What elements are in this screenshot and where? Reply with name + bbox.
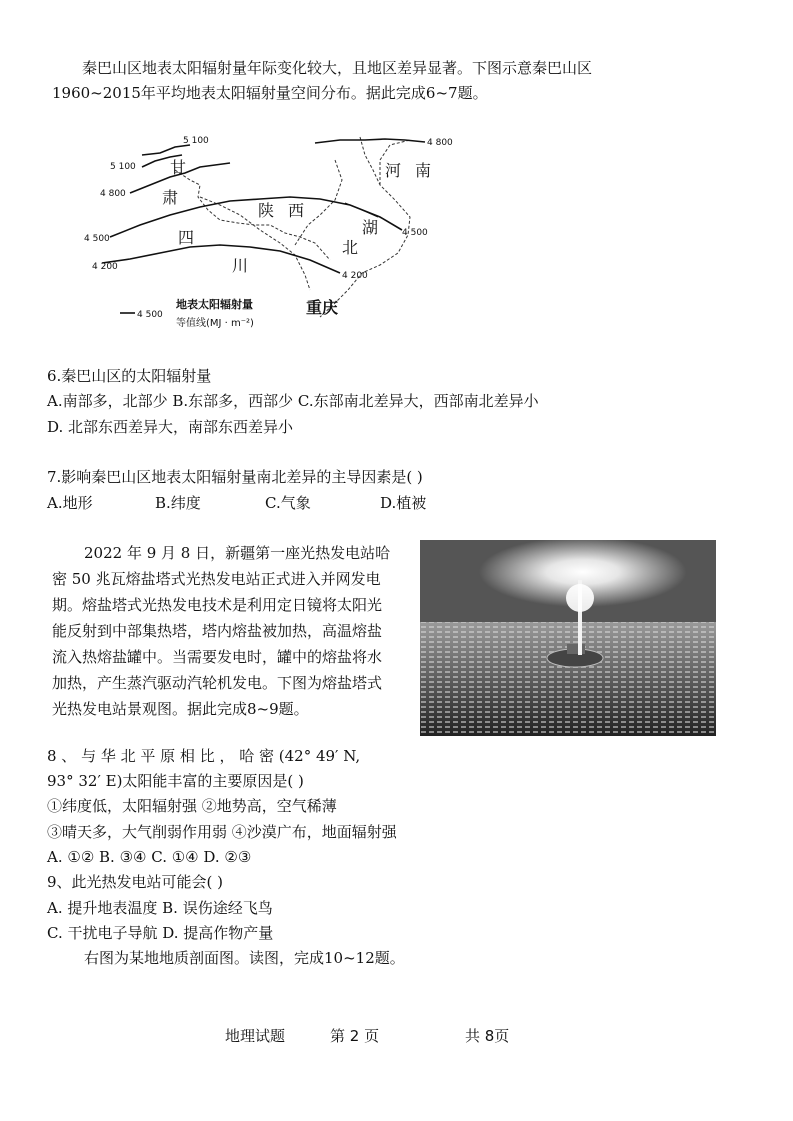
footer-total-pages: 共 8页 [465, 1027, 510, 1045]
legend-title: 地表太阳辐射量 [176, 298, 253, 311]
solar-radiation-isoline-map [80, 125, 453, 340]
q9-options-cd: C. 干扰电子导航 D. 提高作物产量 [47, 924, 274, 942]
region-henan: 河 [385, 161, 402, 180]
passage-line: 能反射到中部集热塔，塔内熔盐被加热，高温熔盐 [52, 622, 383, 640]
isoline-5100a [142, 145, 190, 155]
isoline-label: 4 500 [84, 234, 110, 244]
passage-line: 光热发电站景观图。据此完成8~9题。 [52, 700, 309, 718]
isoline-4200-link [345, 203, 378, 217]
region-shaanxi: 陕 [258, 201, 275, 220]
q8-statements-1: ①纬度低，太阳辐射强 ②地势高，空气稀薄 [47, 797, 337, 815]
isoline-label: 5 100 [110, 162, 136, 172]
intro-line-2: 1960~2015年平均地表太阳辐射量空间分布。据此完成6~7题。 [52, 84, 488, 102]
q6-stem: 6.秦巴山区的太阳辐射量 [47, 367, 212, 385]
passage-line: 2022 年 9 月 8 日，新疆第一座光热发电站哈 [84, 544, 391, 562]
isoline-label: 5 100 [183, 136, 209, 146]
region-chongqing: 重庆 [306, 298, 339, 317]
region-sichuan: 川 [232, 256, 249, 275]
region-sichuan: 四 [178, 228, 195, 247]
q7-stem: 7.影响秦巴山区地表太阳辐射量南北差异的主导因素是( ) [47, 468, 423, 486]
region-gansu: 甘 [170, 158, 187, 177]
region-gansu: 肃 [162, 188, 179, 207]
next-section-intro: 右图为某地地质剖面图。读图，完成10~12题。 [84, 949, 405, 967]
region-henan: 南 [415, 161, 432, 180]
intro-line-1: 秦巴山区地表太阳辐射量年际变化较大，且地区差异显著。下图示意秦巴山区 [82, 59, 593, 77]
region-shaanxi: 西 [288, 201, 305, 220]
q8-options: A. ①② B. ③④ C. ①④ D. ②③ [47, 848, 252, 866]
passage-line: 流入热熔盐罐中。当需要发电时，罐中的熔盐将水 [52, 648, 383, 666]
q7-option-c: C.气象 [265, 494, 311, 512]
q8-stem-1: 8 、 与 华 北 平 原 相 比 ， 哈 密 (42° 49′ N, [47, 747, 361, 765]
q6-options-abc: A.南部多，北部少 B.东部多，西部少 C.东部南北差异大，西部南北差异小 [47, 392, 539, 410]
isoline-label: 4 200 [342, 271, 368, 281]
q8-statements-2: ③晴天多，大气削弱作用弱 ④沙漠广布，地面辐射强 [47, 823, 397, 841]
q7-option-a: A.地形 [47, 494, 93, 512]
q9-stem: 9、此光热发电站可能会( ) [47, 873, 224, 891]
footer-subject: 地理试题 [225, 1027, 286, 1045]
isoline-label: 4 800 [100, 189, 126, 199]
isoline-label: 4 800 [427, 138, 453, 148]
region-hubei: 湖 [362, 218, 379, 237]
isoline-4200 [102, 245, 340, 273]
q7-option-d: D.植被 [380, 494, 427, 512]
isoline-label: 4 200 [92, 262, 118, 272]
isoline-label: 4 500 [402, 228, 428, 238]
passage-line: 期。熔盐塔式光热发电技术是利用定日镜将太阳光 [52, 596, 383, 614]
legend-unit: 等值线(MJ · m⁻²) [176, 318, 254, 329]
q9-options-ab: A. 提升地表温度 B. 误伤途经飞鸟 [47, 899, 273, 917]
q6-option-d: D. 北部东西差异大，南部东西差异小 [47, 418, 294, 436]
passage-line: 加热，产生蒸汽驱动汽轮机发电。下图为熔盐塔式 [52, 674, 383, 692]
footer-page-number: 第 2 页 [330, 1027, 380, 1045]
q8-stem-2: 93° 32′ E)太阳能丰富的主要原因是( ) [47, 772, 304, 790]
isoline-4800b [315, 139, 425, 143]
passage-line: 密 50 兆瓦熔盐塔式光热发电站正式进入并网发电 [52, 570, 381, 588]
region-hubei: 北 [342, 238, 359, 257]
solar-plant-photo [420, 540, 716, 736]
legend-value: 4 500 [137, 310, 163, 320]
isoline-4500 [110, 197, 402, 237]
q7-option-b: B.纬度 [155, 494, 201, 512]
